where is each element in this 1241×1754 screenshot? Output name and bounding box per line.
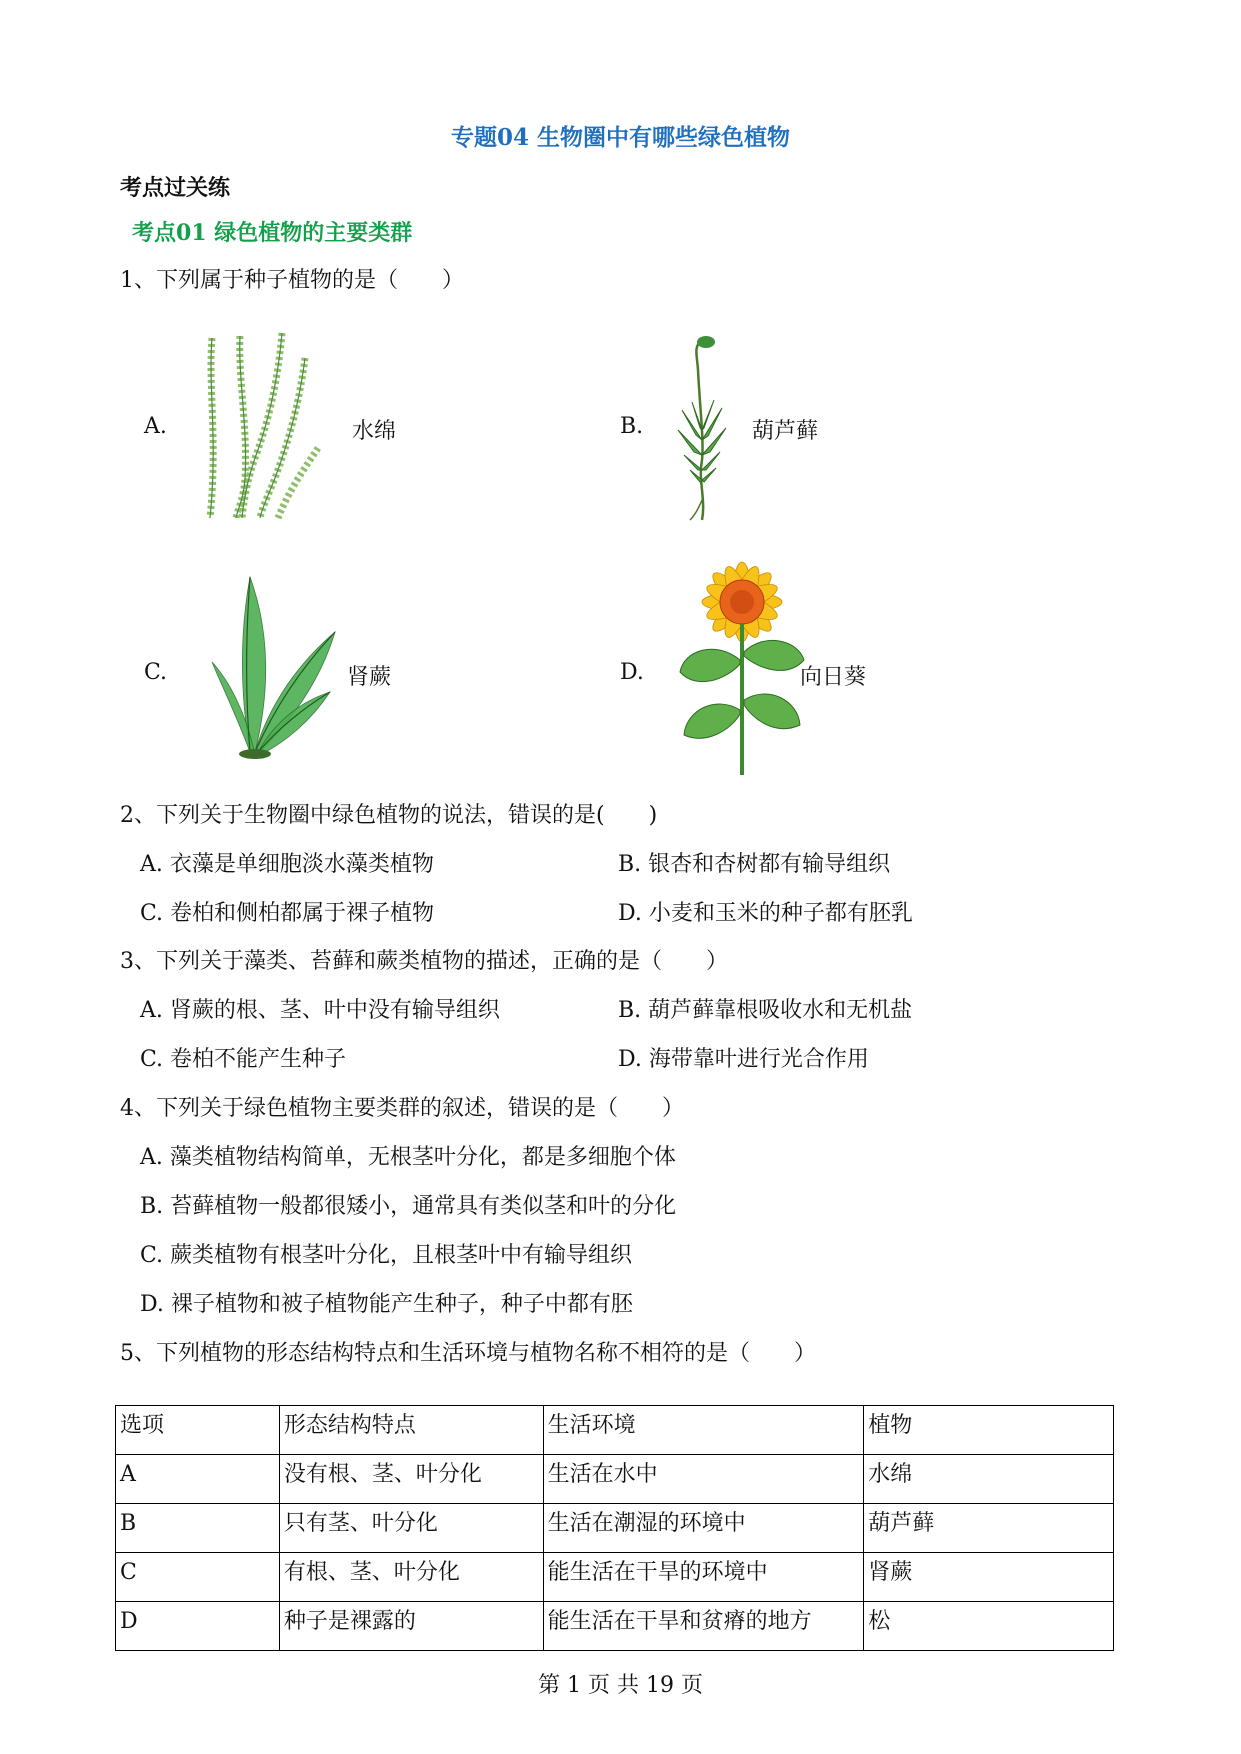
moss-image <box>672 330 732 528</box>
q4-option-a: A. 藻类植物结构简单，无根茎叶分化，都是多细胞个体 <box>140 1145 676 1170</box>
question-3-stem: 3、下列关于藻类、苔藓和蕨类植物的描述，正确的是（ ） <box>120 949 728 974</box>
table-cell: 有根、茎、叶分化 <box>279 1553 543 1602</box>
q3-option-a: A. 肾蕨的根、茎、叶中没有输导组织 <box>140 998 500 1023</box>
table-cell: 没有根、茎、叶分化 <box>279 1455 543 1504</box>
question-4-stem: 4、下列关于绿色植物主要类群的叙述，错误的是（ ） <box>120 1096 684 1121</box>
table-row <box>116 1455 1114 1504</box>
table-header-cell: 生活环境 <box>543 1406 864 1455</box>
table-cell: 能生活在干旱的环境中 <box>543 1553 864 1602</box>
table-cell: 生活在水中 <box>543 1455 864 1504</box>
table-header-row <box>116 1406 1114 1455</box>
table-cell: 松 <box>864 1602 1114 1651</box>
q2-option-a: A. 衣藻是单细胞淡水藻类植物 <box>140 852 434 877</box>
q3-option-d: D. 海带靠叶进行光合作用 <box>618 1047 869 1072</box>
q2-option-c: C. 卷柏和侧柏都属于裸子植物 <box>140 901 435 926</box>
section-heading: 考点过关练 <box>120 175 231 201</box>
table-header-cell: 形态结构特点 <box>279 1406 543 1455</box>
q3-option-b: B. 葫芦藓靠根吸收水和无机盐 <box>618 998 913 1023</box>
q1-option-a-letter: A. <box>144 414 167 439</box>
table-cell: 能生活在干旱和贫瘠的地方 <box>543 1602 864 1651</box>
question-5-stem: 5、下列植物的形态结构特点和生活环境与植物名称不相符的是（ ） <box>120 1341 816 1366</box>
page-footer: 第 1 页 共 19 页 <box>538 1673 703 1698</box>
q1-option-b-name: 葫芦藓 <box>752 419 819 444</box>
table-cell: 葫芦藓 <box>864 1504 1114 1553</box>
table-header-cell: 植物 <box>864 1406 1114 1455</box>
q1-option-c-letter: C. <box>144 660 168 685</box>
table-cell: C <box>116 1553 280 1602</box>
q4-option-b: B. 苔藓植物一般都很矮小，通常具有类似茎和叶的分化 <box>140 1194 677 1219</box>
table-cell: 生活在潮湿的环境中 <box>543 1504 864 1553</box>
q1-option-d-name: 向日葵 <box>800 665 867 690</box>
question-2-stem: 2、下列关于生物圈中绿色植物的说法，错误的是( ) <box>120 803 658 828</box>
q2-option-d: D. 小麦和玉米的种子都有胚乳 <box>618 901 913 926</box>
fern-image <box>210 572 345 762</box>
q4-option-d: D. 裸子植物和被子植物能产生种子，种子中都有胚 <box>140 1292 633 1317</box>
table-row <box>116 1602 1114 1651</box>
q1-option-d-letter: D. <box>620 660 644 685</box>
q4-option-c: C. 蕨类植物有根茎叶分化，且根茎叶中有输导组织 <box>140 1243 633 1268</box>
q2-option-b: B. 银杏和杏树都有输导组织 <box>618 852 891 877</box>
table-cell: A <box>116 1455 280 1504</box>
q5-table <box>115 1405 1114 1651</box>
table-cell: 水绵 <box>864 1455 1114 1504</box>
q1-option-c-name: 肾蕨 <box>347 665 392 690</box>
question-1-stem: 1、下列属于种子植物的是（ ） <box>120 268 464 293</box>
spirogyra-image <box>200 328 325 523</box>
table-row <box>116 1504 1114 1553</box>
sunflower-image <box>676 560 808 778</box>
table-header-cell: 选项 <box>116 1406 280 1455</box>
table-cell: 肾蕨 <box>864 1553 1114 1602</box>
table-row <box>116 1553 1114 1602</box>
q1-option-a-name: 水绵 <box>352 419 397 444</box>
table-cell: D <box>116 1602 280 1651</box>
table-cell: 种子是裸露的 <box>279 1602 543 1651</box>
page-title: 专题04 生物圈中有哪些绿色植物 <box>450 124 790 151</box>
subsection-heading: 考点01 绿色植物的主要类群 <box>132 220 413 246</box>
table-cell: 只有茎、叶分化 <box>279 1504 543 1553</box>
q1-option-b-letter: B. <box>620 414 644 439</box>
q3-option-c: C. 卷柏不能产生种子 <box>140 1047 347 1072</box>
table-cell: B <box>116 1504 280 1553</box>
